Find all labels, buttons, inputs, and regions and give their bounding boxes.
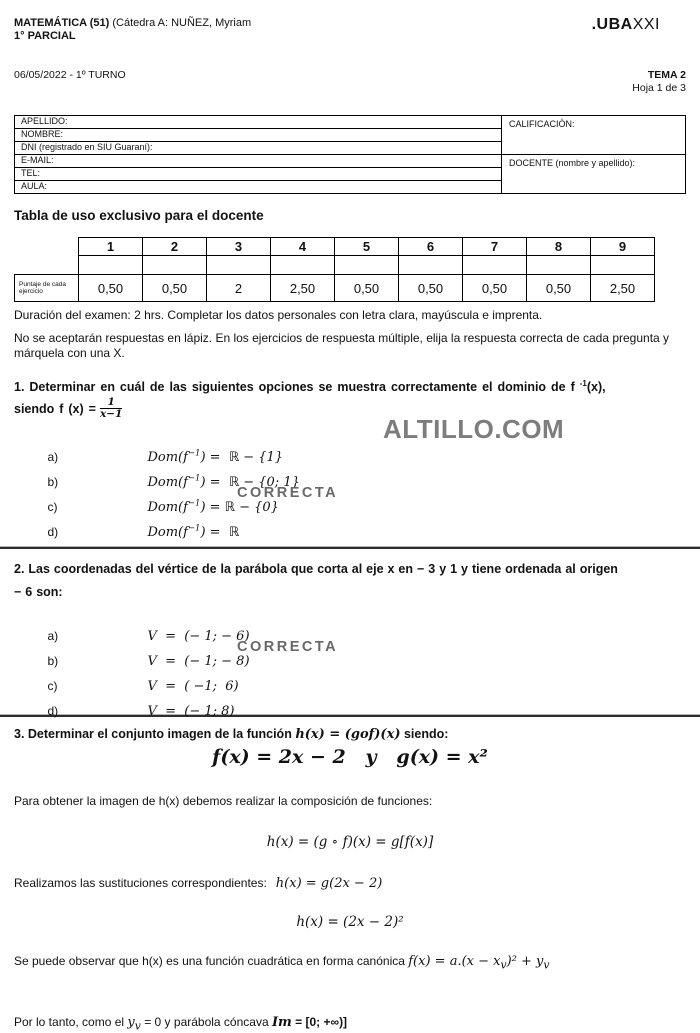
- final-paragraph: [14, 1015, 686, 1033]
- final-eq: =: [291, 1014, 306, 1029]
- question-1-text-end: (x),: [586, 380, 606, 395]
- score-table: [14, 237, 655, 302]
- score-table-title: Tabla de uso exclusivo para el docente: [14, 208, 264, 223]
- math-sup: −1: [187, 499, 201, 510]
- score-row-label: Puntaje de cada ejercicio: [15, 275, 79, 302]
- calificacion-cell: CALIFICACIÓN:: [502, 116, 685, 155]
- instruction-line-1: Duración del examen: 2 hrs. Completar los datos personales con letra clara, mayúscula e imprenta.: [14, 308, 543, 322]
- math-pre: Dom(f: [147, 450, 188, 466]
- score-header-cell: 8: [527, 238, 591, 256]
- math-post: ) = ℝ − {0; 1}: [200, 475, 300, 491]
- docente-cell: DOCENTE (nombre y apellido):: [509, 158, 636, 168]
- option-letter: a): [47, 450, 59, 465]
- question-2-text-end: − 6 son:: [14, 585, 63, 600]
- score-empty-cell: [463, 256, 527, 275]
- q2-option-c: [14, 663, 686, 695]
- option-math: V = (− 1; − 6): [147, 629, 250, 645]
- option-math: V = ( −1; 6): [147, 679, 239, 695]
- math-pre: Dom(f: [147, 500, 188, 516]
- canonical-math: [408, 954, 550, 972]
- score-header-cell: 7: [463, 238, 527, 256]
- student-info-table: [14, 115, 686, 194]
- field-apellido: APELLIDO:: [15, 116, 502, 129]
- student-fields: [15, 116, 502, 193]
- question-1-siendo: siendo f (x) =: [14, 401, 96, 416]
- math-sub: v: [134, 1019, 141, 1033]
- correcta-badge: CORRECTA: [237, 485, 339, 502]
- score-empty-cell: [207, 256, 271, 275]
- uba-xxi-logo: [592, 17, 660, 33]
- field-nombre: NOMBRE:: [15, 129, 502, 142]
- score-values-row: [15, 275, 655, 302]
- score-empty-cell: [143, 256, 207, 275]
- math-sub: v: [500, 958, 507, 972]
- fraction: [100, 397, 122, 420]
- field-tel: TEL:: [15, 168, 502, 181]
- option-letter: d): [47, 704, 59, 719]
- final-interval: [0; +∞)]: [305, 1014, 348, 1029]
- substitution-paragraph: [14, 876, 686, 891]
- score-header-cell: 3: [207, 238, 271, 256]
- question-1-text: 1. Determinar en cuál de las siguientes opciones se muestra correctamente el dominio de f: [14, 380, 580, 395]
- altillo-watermark: ALTILLO.COM: [383, 414, 565, 444]
- option-letter: b): [47, 654, 59, 669]
- exam-date: 06/05/2022 - 1º TURNO: [14, 69, 126, 81]
- correcta-badge: CORRECTA: [237, 639, 339, 656]
- math-part: y: [127, 1014, 135, 1030]
- option-letter: a): [47, 629, 59, 644]
- score-value-cell: 2,50: [591, 275, 655, 302]
- main-formula-block: [14, 746, 686, 768]
- math-part: f(x) = a.(x − x: [408, 954, 501, 970]
- option-letter: c): [47, 500, 58, 515]
- q1-option-b: [14, 459, 686, 491]
- q1-option-d: [14, 509, 686, 541]
- score-value-cell: 0,50: [335, 275, 399, 302]
- score-empty-cell: [335, 256, 399, 275]
- score-value-cell: 0,50: [527, 275, 591, 302]
- exam-type: 1° PARCIAL: [14, 30, 76, 42]
- course-header: [14, 17, 251, 43]
- fraction-denominator: x−1: [99, 408, 123, 421]
- field-email: E-MAIL:: [15, 155, 502, 168]
- math-part: )² + y: [506, 954, 544, 970]
- score-header-cell: 4: [271, 238, 335, 256]
- score-value-cell: 2: [207, 275, 271, 302]
- inverse-sup: -1: [579, 379, 587, 388]
- math-post: ) = ℝ: [200, 525, 240, 541]
- question-3-math: h(x) = (gof)(x): [295, 727, 401, 743]
- course-catedra: (Cátedra A: NUÑEZ, Myriam: [109, 17, 252, 29]
- question-3-title: [14, 724, 686, 745]
- math-sup: −1: [187, 524, 201, 535]
- page-header: [14, 17, 686, 43]
- formula-f-and-g: f(x) = 2x − 2 y g(x) = x²: [212, 746, 488, 769]
- score-ghost-cell: [15, 256, 79, 275]
- final-math-yv: [127, 1014, 141, 1033]
- score-value-cell: 0,50: [143, 275, 207, 302]
- question-1-title: [14, 373, 686, 421]
- score-empty-cell: [591, 256, 655, 275]
- tema-block: [632, 69, 686, 95]
- math-post: ) = ℝ − {0}: [200, 500, 279, 516]
- score-header-cell: 9: [591, 238, 655, 256]
- q1-option-c: [14, 484, 686, 516]
- math-sub: v: [543, 958, 550, 972]
- option-math: [147, 525, 239, 540]
- question-3-text: 3. Determinar el conjunto imagen de la función: [14, 727, 296, 742]
- course-name: MATEMÁTICA (51): [14, 17, 110, 29]
- q2-option-b: [14, 638, 686, 670]
- final-text-mid: = 0 y parábola cóncava: [140, 1014, 272, 1029]
- math-pre: Dom(f: [147, 525, 188, 541]
- field-aula: AULA:: [15, 181, 502, 193]
- uba-logo-text: .UBA: [591, 16, 633, 33]
- score-empty-cell: [527, 256, 591, 275]
- question-3-text-end: siendo:: [400, 727, 449, 742]
- final-text: Por lo tanto, como el: [14, 1014, 128, 1029]
- field-dni: DNI (registrado en SIU Guaraní):: [15, 142, 502, 155]
- q2-option-a: [14, 613, 686, 645]
- option-math: V = (− 1; − 8): [147, 654, 250, 670]
- grading-fields: [502, 116, 685, 193]
- score-header-cell: 2: [143, 238, 207, 256]
- option-letter: c): [47, 679, 58, 694]
- instruction-line-2: No se aceptarán respuestas en lápiz. En los ejercicios de respuesta múltiple, elija la respuesta correcta de cada pregunta y márquela con una X.: [14, 331, 670, 360]
- date-row: [14, 69, 686, 95]
- option-letter: b): [47, 475, 59, 490]
- canonical-paragraph: [14, 954, 686, 973]
- formula-squared: h(x) = (2x − 2)²: [296, 914, 404, 931]
- question-2-title: [14, 558, 686, 604]
- canonical-text: Se puede observar que h(x) es una función cuadrática en forma canónica: [14, 954, 409, 969]
- final-im: Im: [271, 1014, 292, 1030]
- score-header-cell: 6: [399, 238, 463, 256]
- score-empty-cell: [79, 256, 143, 275]
- composition-paragraph: Para obtener la imagen de h(x) debemos realizar la composición de funciones:: [14, 794, 433, 809]
- math-sup: −1: [187, 474, 201, 485]
- math-sup: −1: [187, 449, 201, 460]
- xxi-logo-text: XXI: [632, 16, 660, 33]
- option-letter: d): [47, 525, 59, 540]
- score-value-cell: 0,50: [399, 275, 463, 302]
- math-pre: Dom(f: [147, 475, 188, 491]
- tema-label: TEMA 2: [647, 69, 686, 81]
- q1-option-a: [14, 434, 686, 466]
- q2-option-d: [14, 688, 686, 720]
- course-title-line: [14, 17, 251, 30]
- question-2-text: 2. Las coordenadas del vértice de la parábola que corta al eje x en − 3 y 1 y tiene ordenada al origen: [14, 562, 618, 577]
- score-empty-row: [15, 256, 655, 275]
- hoja-label: Hoja 1 de 3: [632, 82, 686, 94]
- squared-formula-block: [14, 913, 686, 931]
- fraction-numerator: 1: [100, 397, 122, 409]
- score-header-row: [15, 238, 655, 256]
- question-divider: [0, 547, 700, 549]
- score-value-cell: 0,50: [463, 275, 527, 302]
- score-ghost-cell: [15, 238, 79, 256]
- score-header-cell: 5: [335, 238, 399, 256]
- option-math: V = (− 1; 8): [147, 704, 235, 720]
- substitution-text: Realizamos las sustituciones correspondientes:: [14, 876, 267, 891]
- score-empty-cell: [399, 256, 463, 275]
- formula-composition: h(x) = (g ∘ f)(x) = g[f(x)]: [266, 834, 434, 851]
- math-post: ) = ℝ − {1}: [200, 450, 284, 466]
- score-empty-cell: [271, 256, 335, 275]
- score-header-cell: 1: [79, 238, 143, 256]
- score-value-cell: 2,50: [271, 275, 335, 302]
- substitution-math: h(x) = g(2x − 2): [275, 876, 383, 892]
- composition-formula-block: [14, 833, 686, 851]
- score-value-cell: 0,50: [79, 275, 143, 302]
